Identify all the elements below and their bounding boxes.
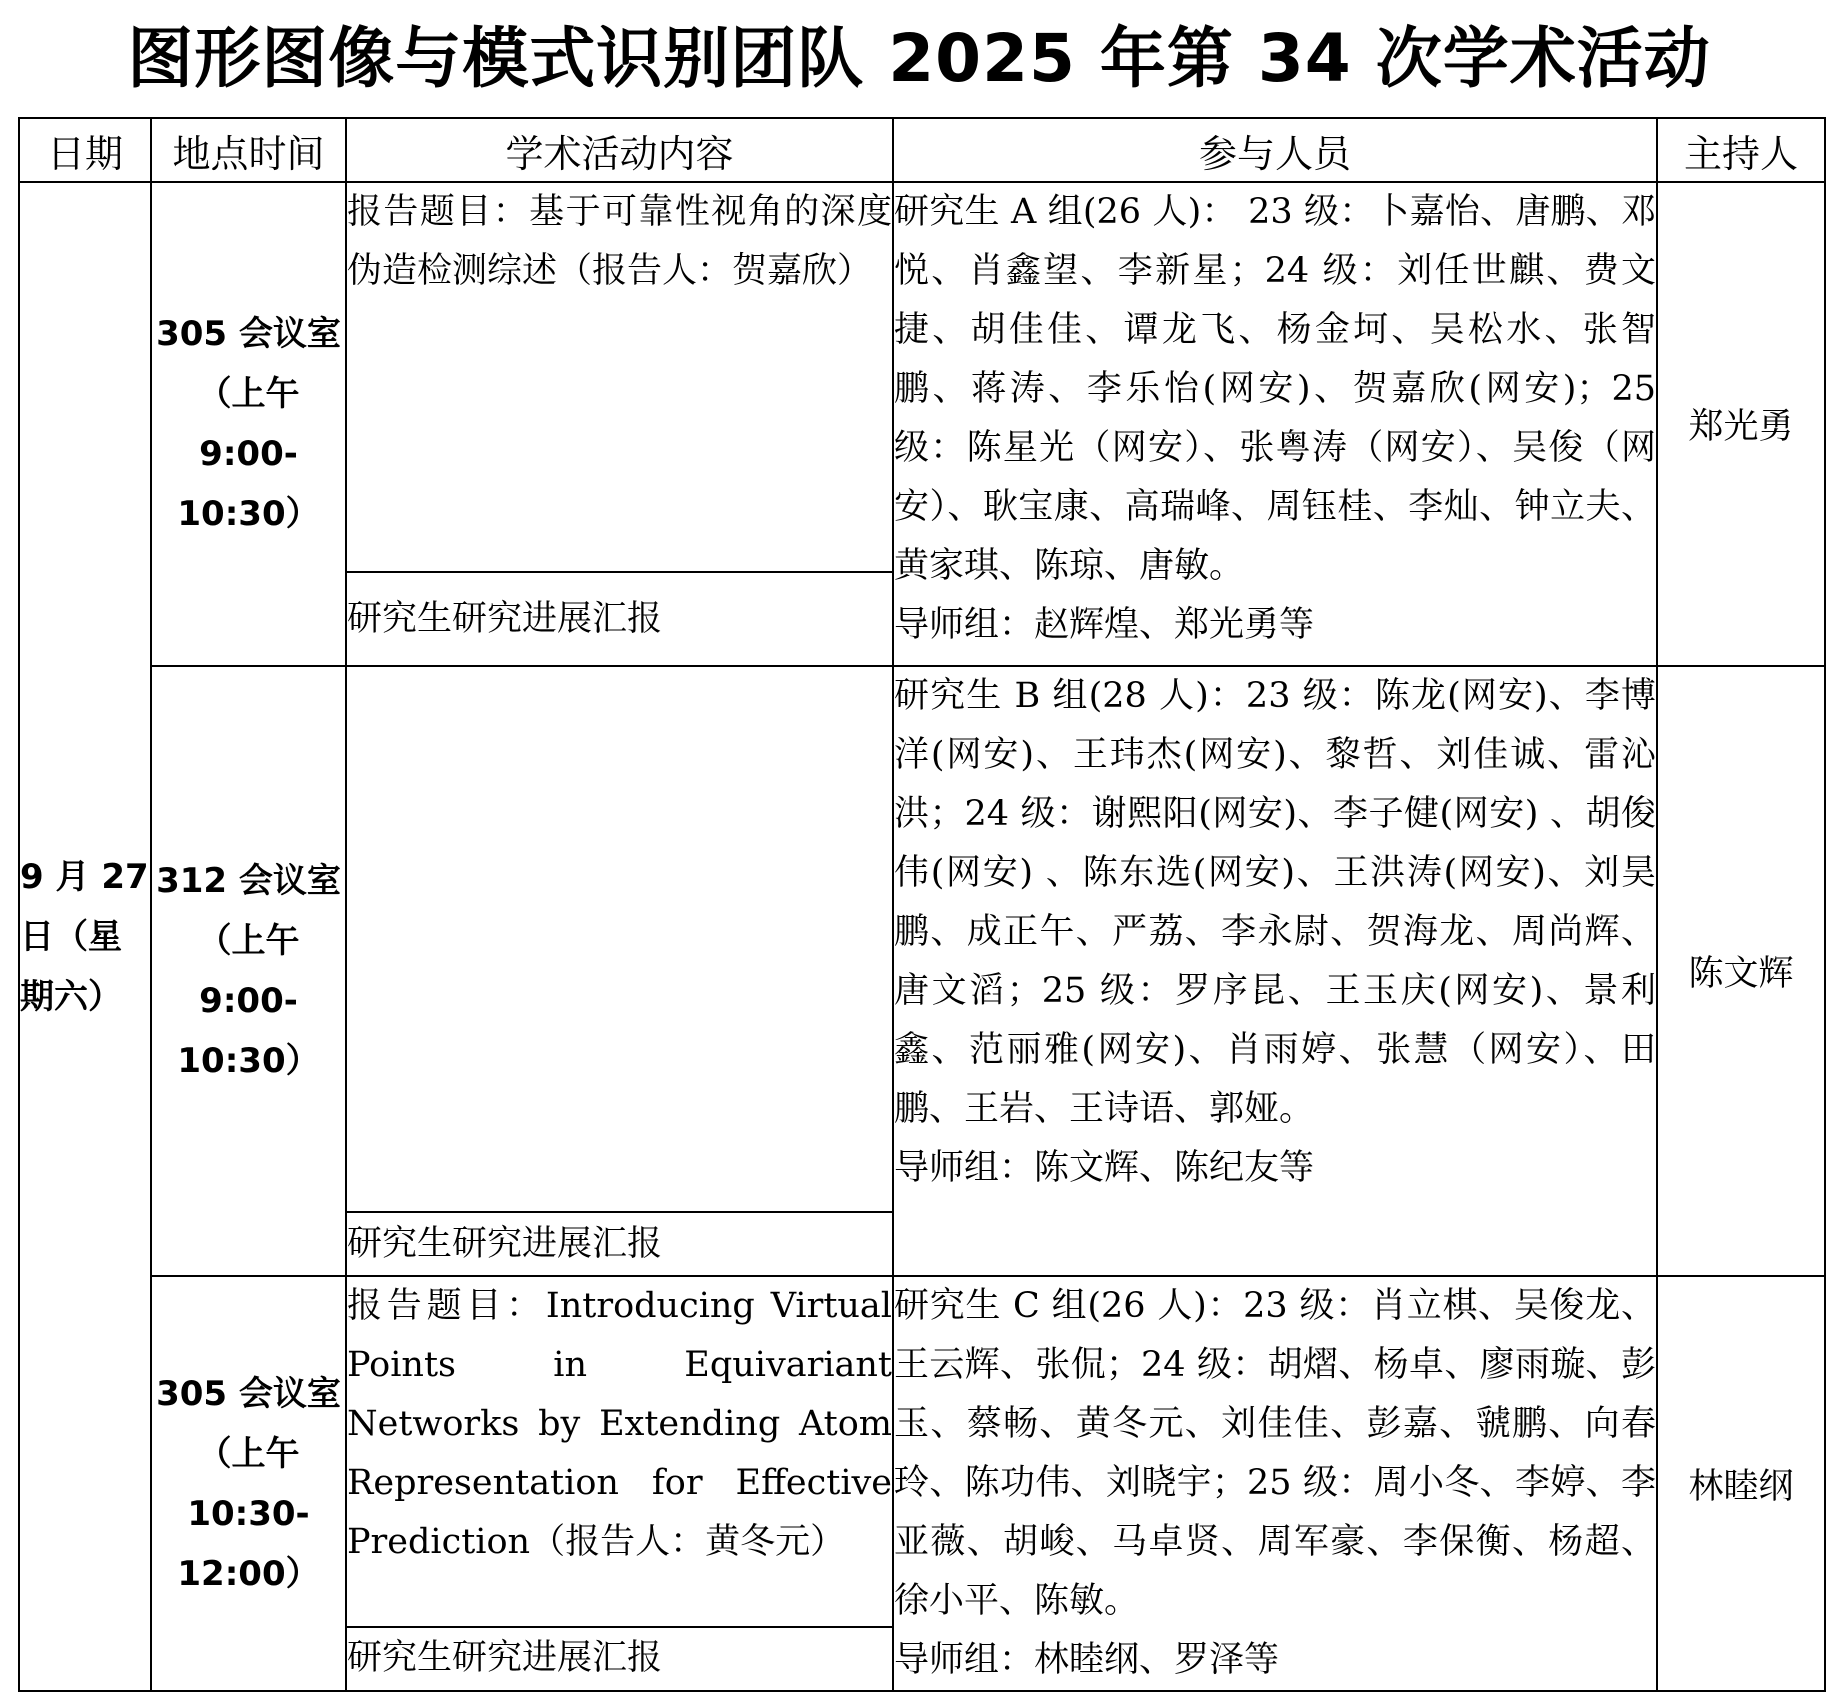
report-topic-cell: 报告题目：基于可靠性视角的深度伪造检测综述（报告人：贺嘉欣） <box>346 182 893 572</box>
report-topic-cell <box>346 1276 893 1627</box>
participants-cell <box>893 1276 1657 1691</box>
page-title: 图形图像与模式识别团队 2025 年第 34 次学术活动 <box>127 20 1711 97</box>
date-cell: 9 月 27 日（星期六） <box>19 182 151 1691</box>
header-host: 主持人 <box>1657 118 1825 182</box>
place-time-cell: 305 会议室（上午 9:00-10:30） <box>151 182 346 666</box>
schedule-table <box>18 117 1826 1692</box>
student-group-text: 研究生 B 组(28 人)：23 级：陈龙(网安)、李博洋(网安)、王玮杰(网安)、黎哲、刘佳诚、雷沁洪；24 级：谢熙阳(网安)、李子健(网安) 、胡俊伟(网安) 、陈东选(网安)、王洪涛(网安)、刘昊鹏、成正午、严荔、李永尉、贺海龙、周尚辉、唐文滔；25 级：罗序昆、王玉庆(网安)、景利鑫、范丽雅(网安)、肖雨婷、张慧（网安）、田鹏、王岩、王诗语、郭娅。 <box>894 676 1656 1129</box>
advisor-group-text: 导师组：赵辉煌、郑光勇等 <box>894 605 1315 645</box>
header-place-time: 地点时间 <box>151 118 346 182</box>
table-row <box>19 1276 1825 1627</box>
header-participants: 参与人员 <box>893 118 1657 182</box>
progress-report-cell: 研究生研究进展汇报 <box>346 1212 893 1276</box>
host-cell: 郑光勇 <box>1657 182 1825 666</box>
progress-report-cell: 研究生研究进展汇报 <box>346 572 893 666</box>
advisor-group-text: 导师组：陈文辉、陈纪友等 <box>894 1148 1315 1188</box>
host-cell: 林睦纲 <box>1657 1276 1825 1691</box>
table-row <box>19 666 1825 1212</box>
student-group-text: 研究生 A 组(26 人)： 23 级：卜嘉怡、唐鹏、邓悦、肖鑫望、李新星；24 级：刘任世麒、费文捷、胡佳佳、谭龙飞、杨金坷、吴松水、张智鹏、蒋涛、李乐怡(网安)、贺嘉欣(网安)；25 级：陈星光（网安）、张粤涛（网安）、吴俊（网安）、耿宝康、高瑞峰、周钰桂、李灿、钟立夫、黄家琪、陈琼、唐敏。 <box>894 192 1656 586</box>
table-row <box>19 182 1825 572</box>
host-cell: 陈文辉 <box>1657 666 1825 1276</box>
header-content: 学术活动内容 <box>346 118 893 182</box>
header-row <box>19 118 1825 182</box>
place-time-cell: 312 会议室（上午 9:00-10:30） <box>151 666 346 1276</box>
student-group-text: 研究生 C 组(26 人)：23 级：肖立棋、吴俊龙、王云辉、张侃；24 级：胡熠、杨卓、廖雨璇、彭玉、蔡畅、黄冬元、刘佳佳、彭嘉、虢鹏、向春玲、陈功伟、刘晓宇；25 级：周小冬、李婷、李亚薇、胡峻、马卓贤、周军豪、李保衡、杨超、徐小平、陈敏。 <box>894 1286 1656 1621</box>
advisor-group-text: 导师组：林睦纲、罗泽等 <box>894 1640 1280 1680</box>
report-topic-text: 报告题目：Introducing Virtual Points in Equivariant Networks by Extending Atom Representation for Effective Prediction（报告人：黄冬元） <box>347 1286 892 1562</box>
place-time-cell: 305 会议室（上午 10:30-12:00） <box>151 1276 346 1691</box>
participants-cell <box>893 666 1657 1276</box>
header-date: 日期 <box>19 118 151 182</box>
progress-report-cell: 研究生研究进展汇报 <box>346 1627 893 1691</box>
report-topic-cell <box>346 666 893 1212</box>
participants-cell <box>893 182 1657 666</box>
